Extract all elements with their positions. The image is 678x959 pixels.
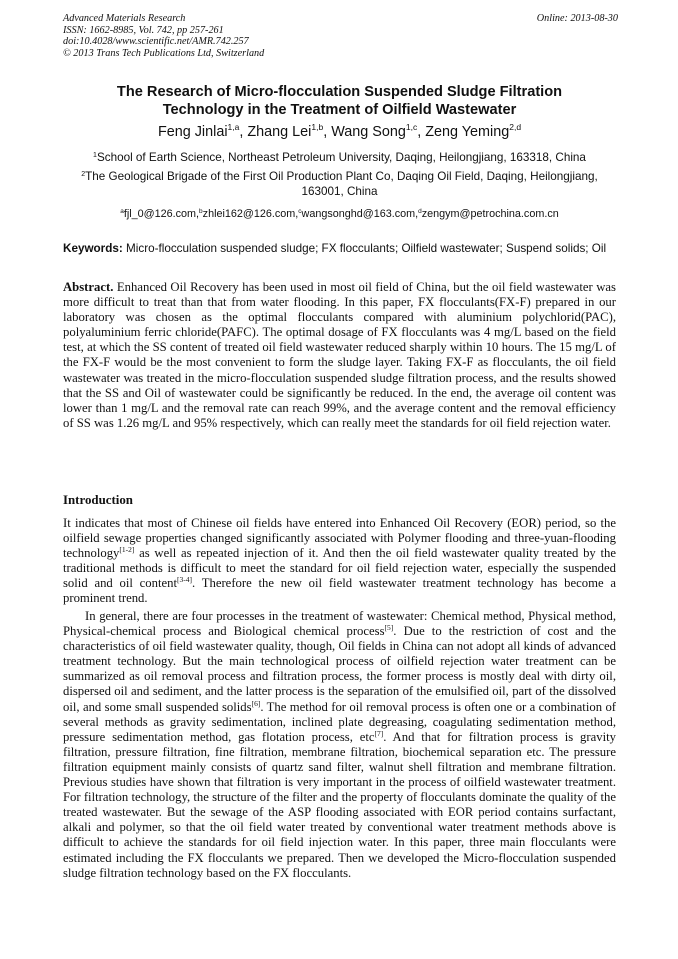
email[interactable]: $^c$wangsonghd@163.com, bbox=[298, 208, 419, 220]
author: Feng Jinlai$^{1,a}$, bbox=[157, 122, 248, 140]
online-date: Online: 2013-08-30 bbox=[536, 13, 618, 24]
section-heading-introduction: Introduction bbox=[63, 493, 133, 507]
citation: [6] bbox=[251, 698, 261, 708]
email[interactable]: $^a$fjl_0@126.com, bbox=[120, 208, 200, 220]
abstract-label: Abstract. bbox=[63, 280, 114, 294]
doi[interactable]: doi:10.4028/www.scientific.net/AMR.742.257 bbox=[63, 36, 249, 47]
paper-title bbox=[63, 83, 616, 119]
citation: [3-4] bbox=[177, 575, 193, 585]
author: Zeng Yeming$^{2,d}$ bbox=[425, 122, 522, 140]
keywords bbox=[63, 241, 616, 256]
citation: [1-2] bbox=[119, 545, 135, 555]
keywords-text: Micro-flocculation suspended sludge; FX flocculants; Oilfield wastewater; Suspend solids; Oil bbox=[122, 242, 607, 255]
title-line-1: The Research of Micro-flocculation Suspended Sludge Filtration bbox=[116, 84, 563, 100]
affiliation-2: $^2$The Geological Brigade of the First Oil Production Plant Co, Daqing Oil Field, Daqing, Heilongjiang, 163001, China bbox=[81, 170, 598, 198]
citation: [5] bbox=[384, 623, 394, 633]
author: Zhang Lei$^{1,b}$, bbox=[247, 122, 332, 140]
abstract-text: Enhanced Oil Recovery has been used in most oil field of China, but the oil field wastewater was more difficult to treat than that from water flooding. In this paper, FX flocculants(FX-F) prepared in our laboratory was chosen as the optimal flocculants compared with aluminium polychlorid(PAC), polyaluminium ferric chloride(PAFC). The optimal dosage of FX flocculants was 4 mg/L based on the field test, at which the SS content of treated oil field wastewater reduced sharply within 10 hours. The 15 mg/L of the FX-F would be the most convenient to form the sludge layer. Taking FX-F as flocculants, the oil field wastewater was treated in the micro-flocculation suspended sludge filtration process, and the results showed that the SS and Oil of wastewater could be significantly be reduced. In the end, the average oil content was lower than 1 mg/L and the removal rate can reach 99%, and the average content and the removal efficiency of SS was 1.26 mg/L and 95% respectively, which can really meet the standards for oil field rejection water. bbox=[63, 280, 616, 430]
journal-name: Advanced Materials Research bbox=[63, 13, 186, 24]
email[interactable]: $^b$zhlei162@126.com, bbox=[199, 208, 299, 220]
affiliation-1: $^1$School of Earth Science, Northeast Petroleum University, Daqing, Heilongjiang, 163318, China bbox=[93, 151, 586, 164]
issn: ISSN: 1662-8985, Vol. 742, pp 257-261 bbox=[63, 24, 224, 36]
author: Wang Song$^{1,c}$, bbox=[331, 122, 426, 140]
author-emails bbox=[63, 207, 616, 222]
email[interactable]: $^d$zengym@petrochina.com.cn bbox=[418, 208, 559, 220]
copyright: © 2013 Trans Tech Publications Ltd, Switzerland bbox=[63, 47, 265, 59]
citation: [7] bbox=[374, 728, 384, 738]
journal-header bbox=[63, 13, 618, 59]
abstract bbox=[63, 280, 616, 431]
intro-paragraph-2: In general, there are four processes in the treatment of wastewater: Chemical method, Physical method, Physical-chemical process and Biological chemical process[5]. Due to the restriction of cost and the characteristics of oil field wastewater quality, though, Oil fields in China can not adopt all kinds of advanced treatment technology. But the main technological process of oilfield rejection water treatment can be summarized as oil removal process and filtration process, the former process is mostly deal with dirty oil, dispersed oil and sediment, and the latter process is the separation of the emulsified oil, part of the dissolved oil, and some small suspended solids[6]. The method for oil removal process is often one or a combination of several methods as gravity sedimentation, inclined plate degreasing, coagulating sedimentation method, pressure sedimentation method, gas flotation process, etc[7]. And that for filtration process is gravity filtration, pressure filtration, fine filtration, membrane filtration, biochemical separation etc. The pressure filtration equipment mainly consists of quartz sand filter, walnut shell filtration and membrane filtration. Previous studies have shown that filtration is very important in the process of oilfield wastewater treatment. For filtration technology, the structure of the filter and the property of flocculants dominate the quality of the treated wastewater. But the sewage of the ASP flooding associated with EOR period contains surfactant, alkali and polymer, so that the oil field water treated by conventional water treatment methods above is difficult to achieve the standards for oil field injection water. In this paper, three main flocculants were estimated including the FX flocculants we prepared. Then we developed the Micro-flocculation suspended sludge filtration technology based on the FX flocculants. bbox=[63, 609, 617, 880]
title-line-2: Technology in the Treatment of Oilfield Wastewater bbox=[162, 102, 517, 118]
keywords-label: Keywords: bbox=[63, 242, 123, 255]
intro-paragraph-1: It indicates that most of Chinese oil fields have entered into Enhanced Oil Recovery (EOR) period, so the oilfield sewage properties changed significantly associated with Polymer flooding and three-yuan-flooding technology[1-2] as well as repeated injection of it. And then the oil field wastewater quality treated by the traditional methods is difficult to meet the standard for oil field rejection water, especially the suspended solid and oil content[3-4]. Therefore the new oil field wastewater treatment technology has become a prominent trend. bbox=[63, 516, 616, 606]
author-list bbox=[63, 123, 616, 141]
